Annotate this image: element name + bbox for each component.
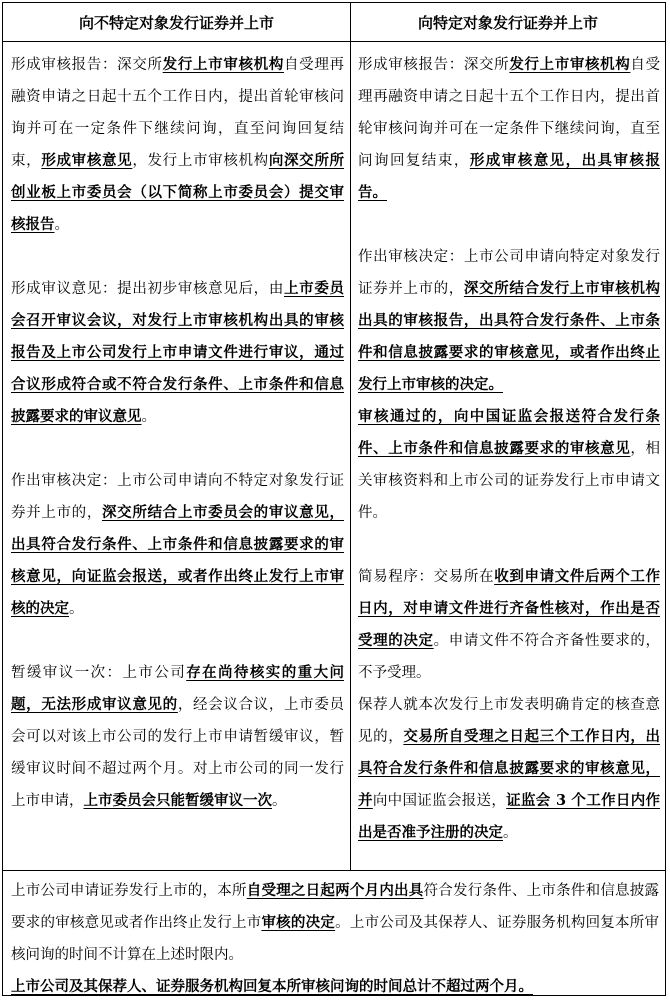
para-form-opinion xyxy=(11,273,344,433)
para-simple-procedure-right xyxy=(358,561,660,689)
emphasis-text: 证监会 3 个工作日内作出是否准予注册的决定 xyxy=(358,792,661,841)
emphasis-text: 收到申请文件后两个工作日内，对申请文件进行齐备性核对，作出是否受理的决定 xyxy=(358,568,661,649)
plain-text: 向中国证监会报送， xyxy=(372,793,507,809)
emphasis-text: 交易所自受理之日起三个工作日内，出具符合发行条件和信息披露要求的审核意见，并 xyxy=(358,728,661,809)
comparison-table xyxy=(2,2,666,996)
emphasis-text: 发行上市审核机构 xyxy=(509,56,631,73)
para-pass-right xyxy=(358,401,660,529)
plain-text: 形成审议意见：提出初步审核意见后，由 xyxy=(11,281,284,297)
emphasis-text: 上市委员会召开审议会议，对发行上市审核机构出具的审核报告及上市公司发行上市申请文件进行审议，通过合议形成符合或不符合发行条件、上市条件和信息披露要求的审议意见 xyxy=(11,280,344,425)
emphasis-text: 上市委员会只能暂缓审议一次 xyxy=(83,792,272,809)
para-suspend xyxy=(11,657,344,817)
plain-text: 作出审核决定：上市公司申请向特定对象发行证券并上市的， xyxy=(358,249,660,297)
table-body-row xyxy=(3,42,665,871)
plain-text: 形成审核报告：深交所 xyxy=(11,57,163,73)
para-form-report-right xyxy=(358,49,660,209)
plain-text: 形成审核报告：深交所 xyxy=(358,57,510,73)
plain-text: 。申请文件不符合齐备性要求的，不予受理。 xyxy=(358,633,661,681)
header-left: 向不特定对象发行证券并上市 xyxy=(3,3,351,41)
plain-text: 。 xyxy=(69,601,84,617)
plain-text: 。 xyxy=(272,793,287,809)
emphasis-text: 存在尚待核实的重大问题，无法形成审议意见的 xyxy=(11,664,345,713)
plain-text: ，发行上市审核机构 xyxy=(132,153,269,169)
emphasis-text: 向深交所所创业板上市委员会（以下简称上市委员会）提交审核报告 xyxy=(11,152,345,233)
right-column-cell xyxy=(351,42,665,870)
plain-text: 上市公司申请证券发行上市的，本所 xyxy=(11,883,247,899)
emphasis-text: 发行上市审核机构 xyxy=(162,56,285,73)
para-sponsor-right xyxy=(358,689,660,849)
para-form-report xyxy=(11,49,344,241)
para-make-decision xyxy=(11,465,344,625)
para-footer-reply-limit xyxy=(11,971,659,1003)
plain-text: 保荐人就本次发行上市发表明确肯定的核查意见的， xyxy=(358,697,660,745)
para-footer-time-limit xyxy=(11,875,659,971)
emphasis-text: 形成审核意见 xyxy=(41,152,133,169)
plain-text: 暂缓审议一次：上市公司 xyxy=(11,665,187,681)
emphasis-text: 自受理之日起两个月内出具 xyxy=(246,882,424,899)
plain-text: 。 xyxy=(141,409,156,425)
plain-text: 简易程序：交易所在 xyxy=(358,569,495,585)
plain-text: 自受理再融资申请之日起十五个工作日内，提出首轮审核问询并可在一定条件下继续问询，直至问询回复结束， xyxy=(11,57,345,169)
left-column-cell xyxy=(3,42,351,870)
emphasis-text: 审核通过的，向中国证监会报送符合发行条件、上市条件和信息披露要求的审核意见 xyxy=(358,408,660,457)
emphasis-text: 上市公司及其保荐人、证券服务机构回复本所审核问询的时间总计不超过两个月。 xyxy=(11,978,533,995)
emphasis-text: 形成审核意见，出具审核报告。 xyxy=(358,152,661,201)
plain-text: 作出审核决定：上市公司申请向不特定对象发行证券并上市的， xyxy=(11,473,344,521)
plain-text: 。 xyxy=(54,217,69,233)
plain-text: 。 xyxy=(503,825,518,841)
header-right: 向特定对象发行证券并上市 xyxy=(417,13,598,32)
plain-text: ，经会议合议，上市委员会可以对该上市公司的发行上市申请暂缓审议，暂缓审议时间不超过两个月。对上市公司的同一发行上市申请， xyxy=(11,697,345,809)
para-make-decision-right xyxy=(358,241,660,401)
table-footer-cell xyxy=(3,871,665,995)
plain-text: 符合发行条件、上市条件和信息披露要求的审核意见或者作出终止发行上市 xyxy=(11,883,660,931)
plain-text: 自受理再融资申请之日起十五个工作日内，提出首轮审核问询并可在一定条件下继续问询，直至问询回复结束， xyxy=(358,57,661,169)
emphasis-text: 深交所结合发行上市审核机构出具的审核报告，出具符合发行条件、上市条件和信息披露要求的审核意见，或者作出终止发行上市审核的决定。 xyxy=(358,280,660,393)
plain-text: ，相关审核资料和上市公司的证券发行上市申请文件。 xyxy=(358,441,661,521)
emphasis-text: 深交所结合上市委员会的审议意见，出具符合发行条件、上市条件和信息披露要求的审核意见，向证监会报送，或者作出终止发行上市审核的决定 xyxy=(11,504,344,617)
table-header-row xyxy=(3,3,665,42)
plain-text: 。上市公司及其保荐人、证券服务机构回复本所审核问询的时间不计算在上述时限内。 xyxy=(11,915,660,963)
emphasis-text: 审核的决定 xyxy=(261,914,336,931)
